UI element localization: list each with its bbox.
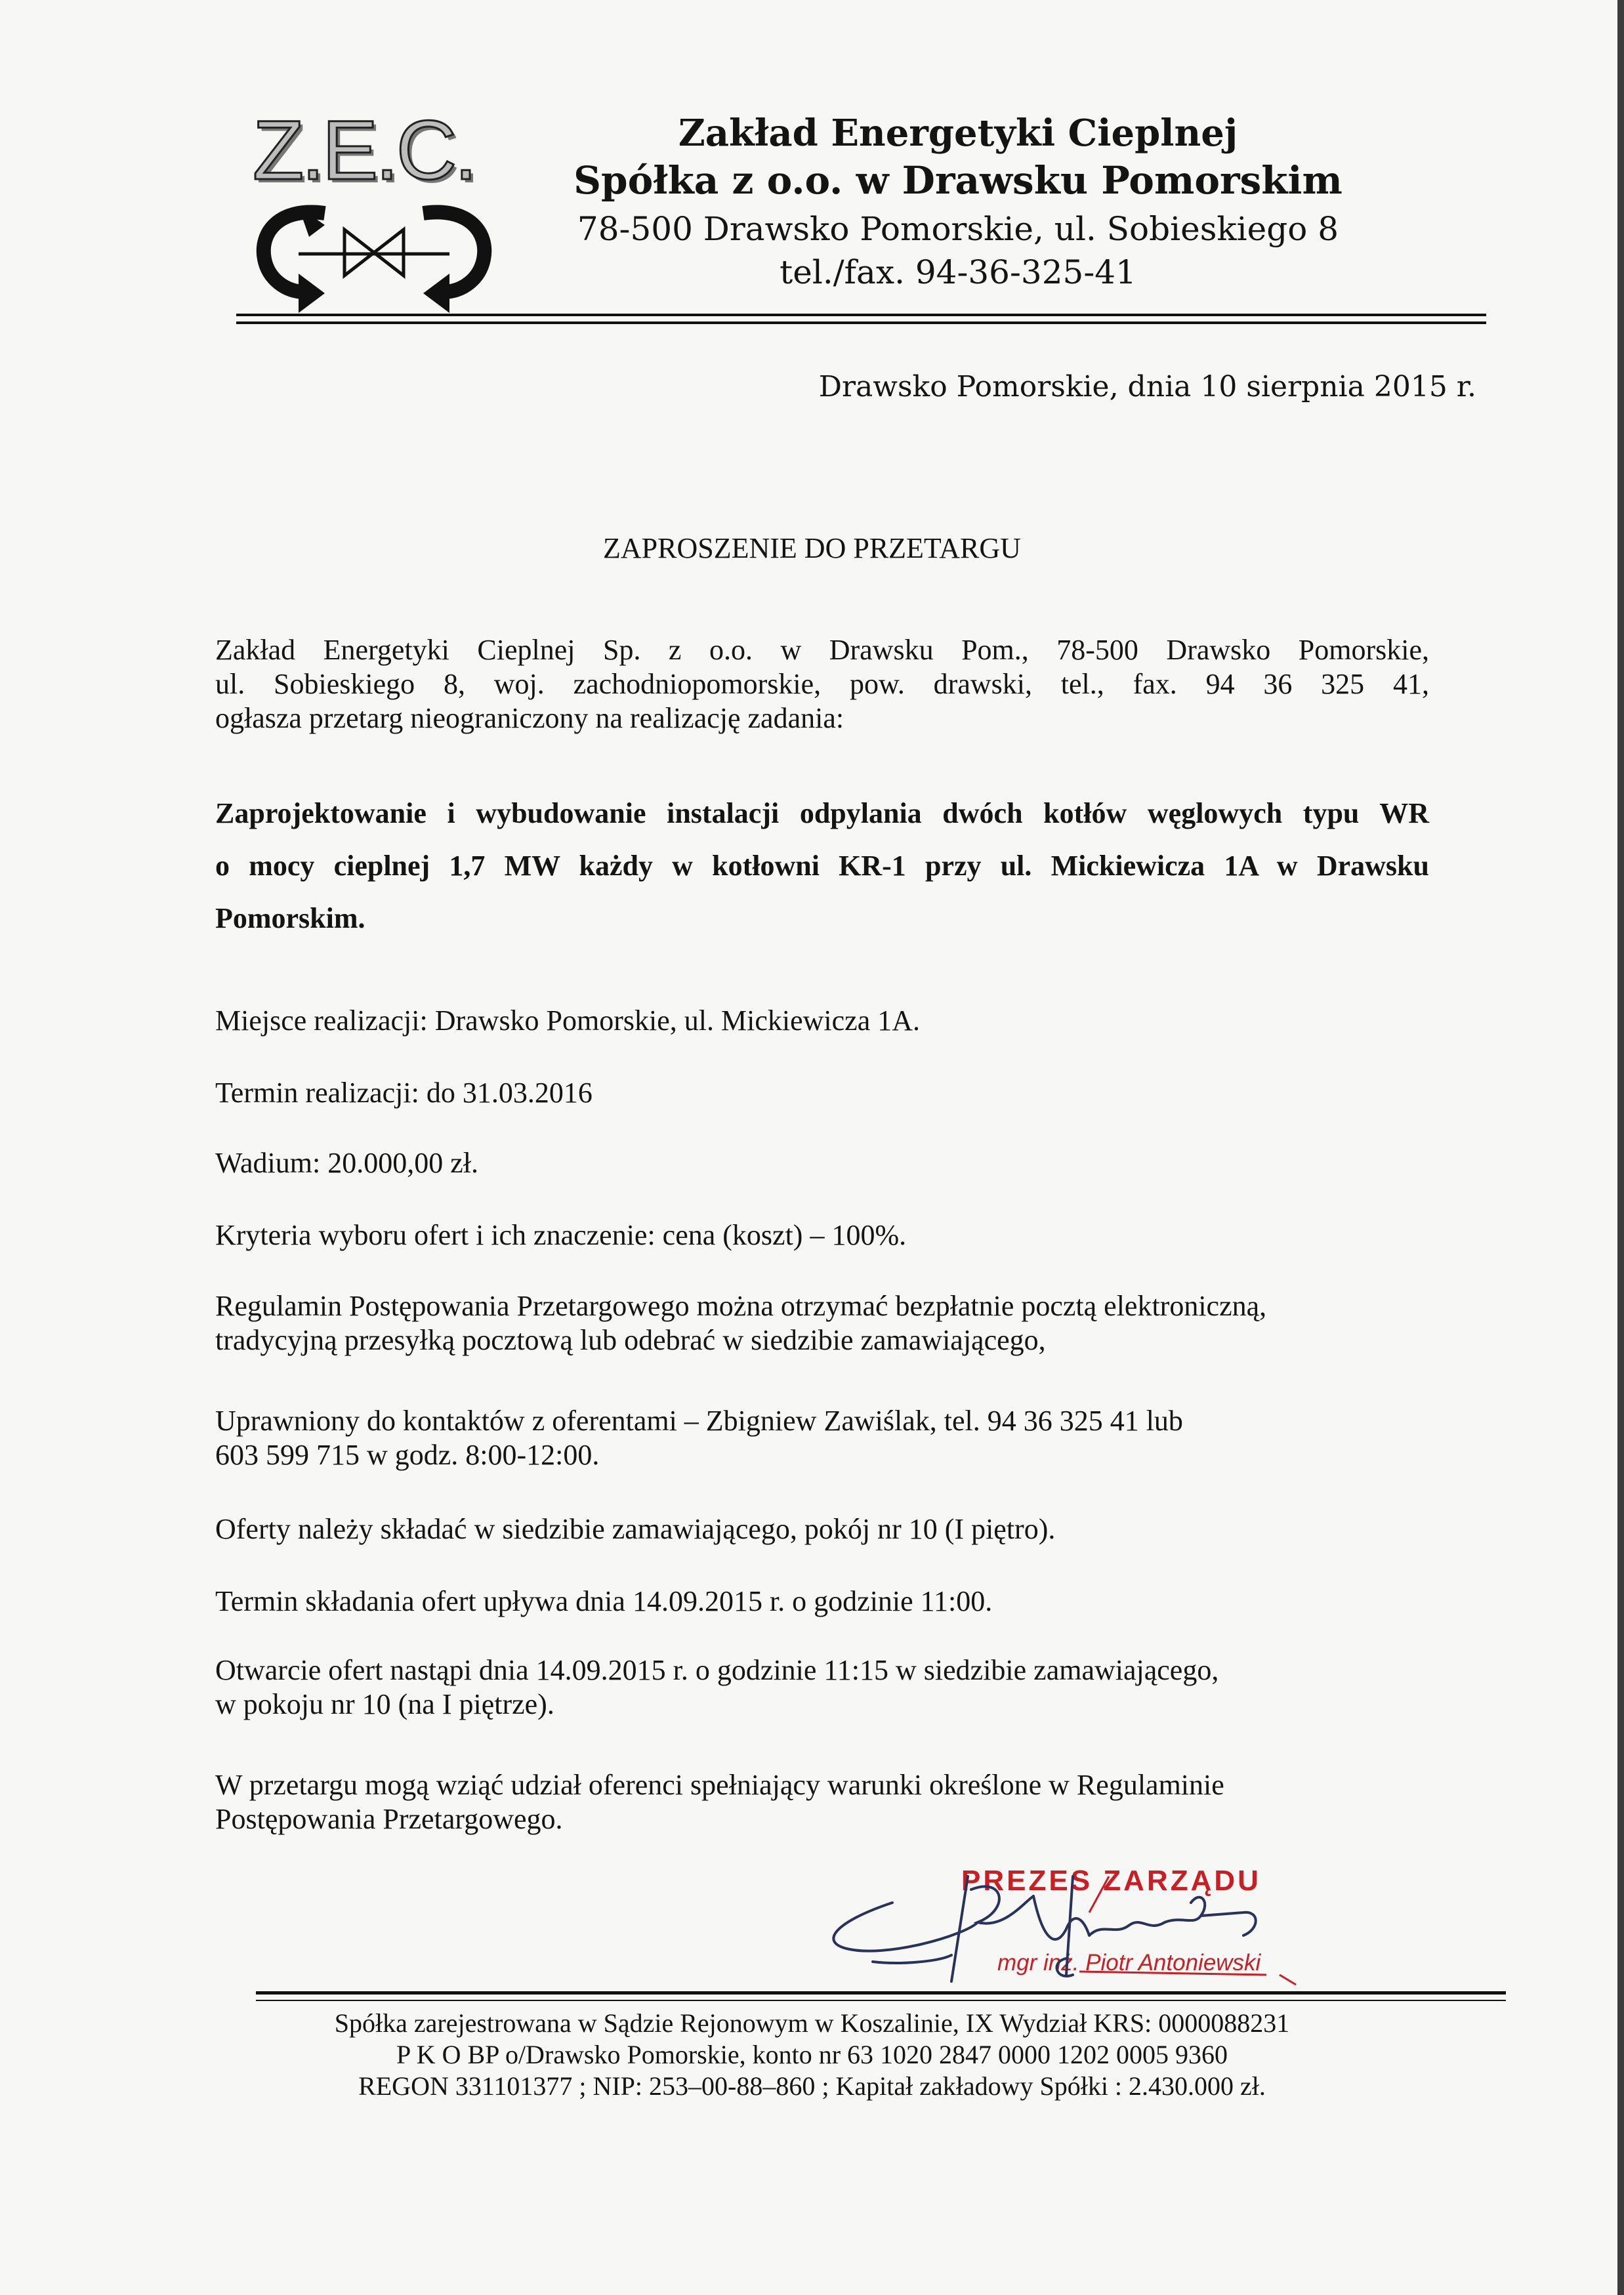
intro-paragraph [215,633,1429,735]
task-description [215,787,1429,945]
footer-rule-bottom [256,2000,1506,2001]
company-phone: tel./fax. 94-36-325-41 [780,253,1136,291]
header-rule-top [236,314,1486,316]
submission-deadline: Termin składania ofert upływa dnia 14.09.2015 r. o godzinie 11:00. [215,1585,993,1617]
stamp-title: PREZES ZARZĄDU [961,1865,1261,1897]
regulations-line: tradycyjną przesyłką pocztową lub odebrać w siedzibie zamawiającego, [215,1324,1046,1356]
footer-registration: Spółka zarejestrowana w Sądzie Rejonowym w Koszalinie, IX Wydział KRS: 0000088231 [334,2008,1290,2038]
company-name: Zakład Energetyki Cieplnej [678,112,1238,155]
intro-line: ogłasza przetarg nieograniczony na realizację zadania: [215,702,844,734]
footer-rule-top [256,1991,1506,1995]
intro-line: Zakład Energetyki Cieplnej Sp. z o.o. w Drawsku Pom., 78-500 Drawsko Pomorskie, [215,634,1429,666]
valve-logo-icon [253,194,495,318]
submission-place: Oferty należy składać w siedzibie zamawiającego, pokój nr 10 (I piętro). [215,1513,1056,1545]
participation-line: W przetargu mogą wziąć udział oferenci spełniający warunki określone w Regulaminie [215,1769,1224,1801]
participation-line: Postępowania Przetargowego. [215,1803,563,1835]
selection-criteria: Kryteria wyboru ofert i ich znaczenie: cena (koszt) – 100%. [215,1219,907,1251]
regulations-line: Regulamin Postępowania Przetargowego można otrzymać bezpłatnie pocztą elektroniczną, [215,1290,1267,1322]
opening-line: w pokoju nr 10 (na I piętrze). [215,1688,554,1720]
realization-location: Miejsce realizacji: Drawsko Pomorskie, ul. Mickiewicza 1A. [215,1004,921,1037]
task-line: Zaprojektowanie i wybudowanie instalacji odpylania dwóch kotłów węglowych typu WR [215,797,1429,829]
participation-paragraph [215,1768,1429,1836]
company-form: Spółka z o.o. w Drawsku Pomorskim [573,158,1343,203]
realization-deadline: Termin realizacji: do 31.03.2016 [215,1077,593,1109]
task-line: Pomorskim. [215,902,365,934]
task-line: o mocy cieplnej 1,7 MW każdy w kotłowni KR-1 przy ul. Mickiewicza 1A w Drawsku [215,850,1429,882]
footer-regon-nip: REGON 331101377 ; NIP: 253–00-88–860 ; Kapitał zakładowy Spółki : 2.430.000 zł. [358,2071,1266,2101]
opening-line: Otwarcie ofert nastąpi dnia 14.09.2015 r. o godzinie 11:15 w siedzibie zamawiającego, [215,1654,1219,1686]
document-title: ZAPROSZENIE DO PRZETARGU [603,532,1021,564]
opening-paragraph [215,1653,1429,1722]
header-rule-bottom [236,321,1486,324]
regulations-paragraph [215,1289,1429,1357]
contact-paragraph [215,1404,1429,1472]
date-line: Drawsko Pomorskie, dnia 10 sierpnia 2015 r. [818,370,1476,403]
deposit-amount: Wadium: 20.000,00 zł. [215,1147,478,1179]
handwritten-signature [807,1850,1306,2001]
stamp-name: mgr inż. Piotr Antoniewski [997,1950,1261,1975]
contact-line: Uprawniony do kontaktów z oferentami – Zbigniew Zawiślak, tel. 94 36 325 41 lub [215,1405,1183,1437]
intro-line: ul. Sobieskiego 8, woj. zachodniopomorskie, pow. drawski, tel., fax. 94 36 325 41, [215,668,1429,700]
footer-bank-account: P K O BP o/Drawsko Pomorskie, konto nr 63 1020 2847 0000 1202 0005 9360 [396,2040,1228,2069]
company-logo-text: Z.E.C. [253,104,475,197]
scan-edge [1617,0,1624,2295]
company-address: 78-500 Drawsko Pomorskie, ul. Sobieskiego 8 [577,210,1339,248]
contact-line: 603 599 715 w godz. 8:00-12:00. [215,1439,600,1471]
